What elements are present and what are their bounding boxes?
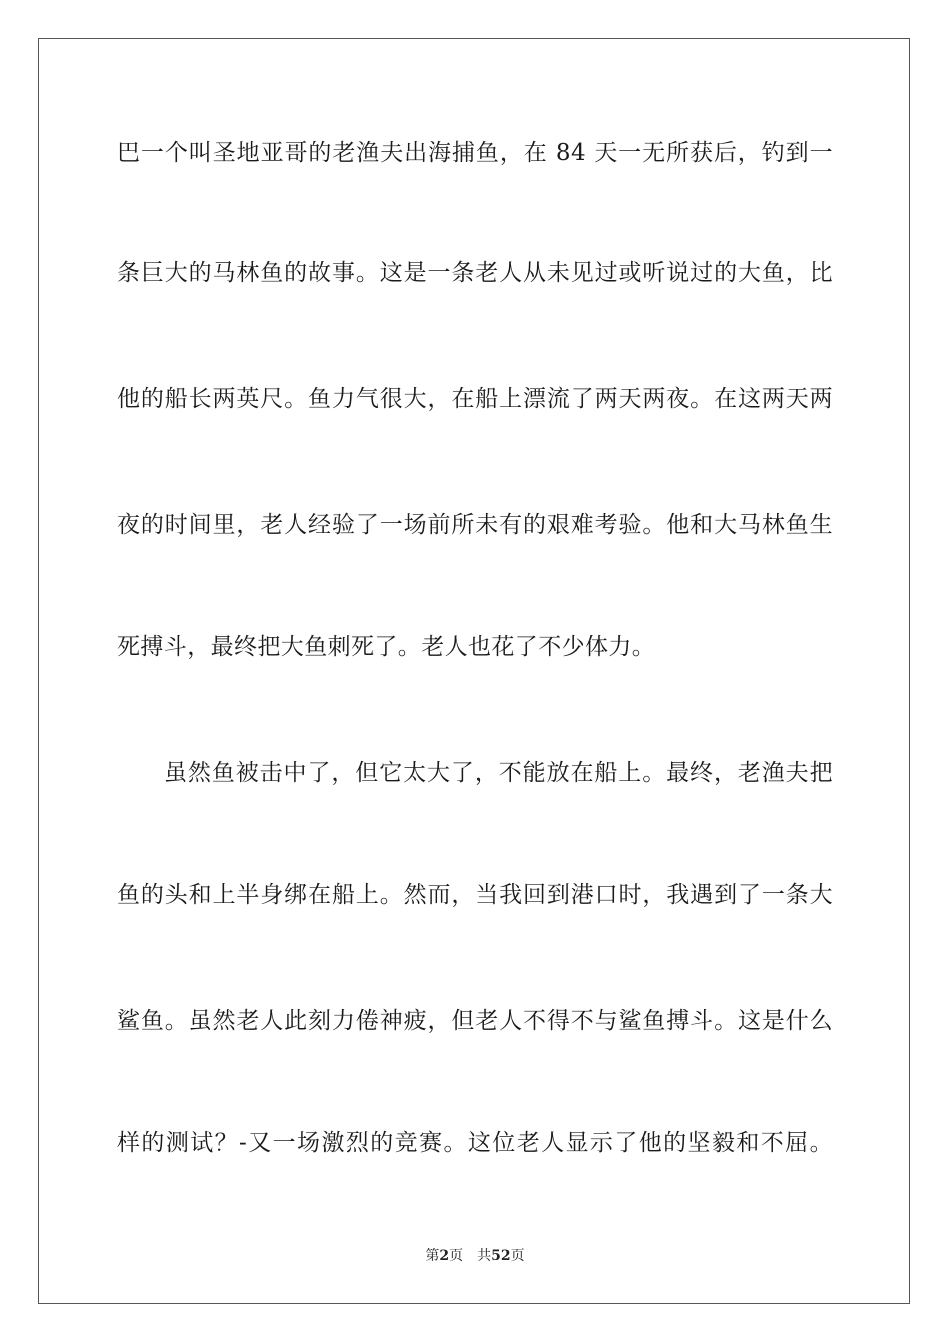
paragraph-line: 样的测试？-又一场激烈的竞赛。这位老人显示了他的坚毅和不屈。 <box>117 1130 833 1156</box>
paragraph-line: 他的船长两英尺。鱼力气很大，在船上漂流了两天两夜。在这两天两 <box>117 386 833 412</box>
paragraph-line: 巴一个叫圣地亚哥的老渔夫出海捕鱼，在 84 天一无所获后，钓到一 <box>117 140 833 166</box>
total-pages-number: 52 <box>491 1248 511 1264</box>
total-label-suffix: 页 <box>510 1248 525 1264</box>
page-label-suffix: 页 <box>449 1248 464 1264</box>
paragraph-line: 鱼的头和上半身绑在船上。然而，当我回到港口时，我遇到了一条大 <box>117 882 833 908</box>
current-page-number: 2 <box>439 1248 450 1264</box>
paragraph-line: 夜的时间里，老人经验了一场前所未有的艰难考验。他和大马林鱼生 <box>117 512 833 538</box>
paragraph-line: 死搏斗，最终把大鱼刺死了。老人也花了不少体力。 <box>117 634 656 660</box>
page-label-prefix: 第 <box>425 1248 440 1264</box>
paragraph-line: 虽然鱼被击中了，但它太大了，不能放在船上。最终，老渔夫把 <box>164 760 833 786</box>
page-footer <box>0 1246 950 1266</box>
paragraph-line: 条巨大的马林鱼的故事。这是一条老人从未见过或听说过的大鱼，比 <box>117 260 833 286</box>
page-border <box>38 38 910 1304</box>
paragraph-line: 鲨鱼。虽然老人此刻力倦神疲，但老人不得不与鲨鱼搏斗。这是什么 <box>117 1008 833 1034</box>
total-label-prefix: 共 <box>477 1248 492 1264</box>
